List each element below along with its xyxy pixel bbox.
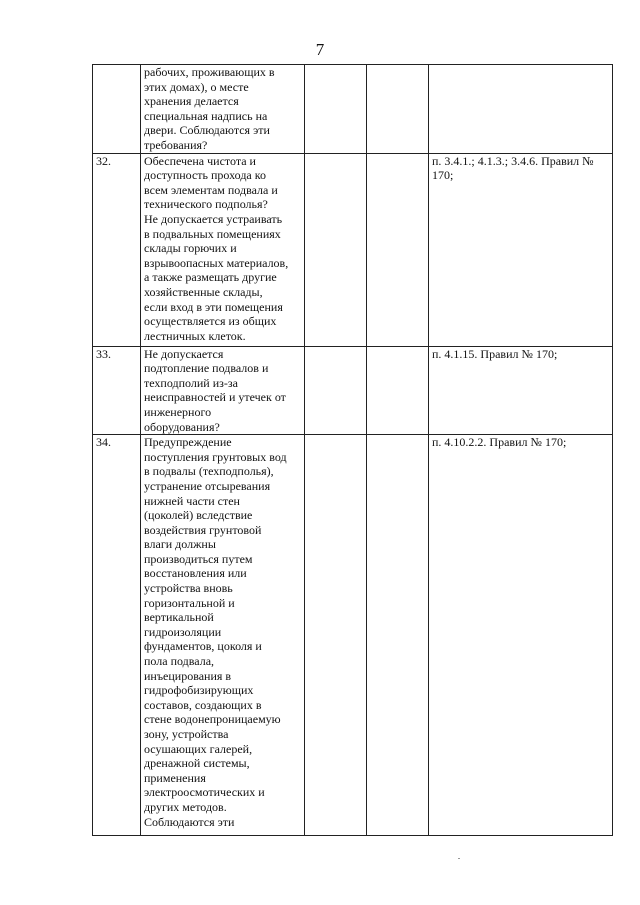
question-line: рабочих, проживающих в — [144, 65, 275, 79]
question-line: стене водонепроницаемую — [144, 712, 281, 727]
question-line: Не допускается устраивать — [144, 211, 283, 226]
question-line: электроосмотических и — [144, 785, 265, 800]
table-row — [93, 435, 613, 836]
question-line: Соблюдаются эти — [144, 814, 235, 829]
question-line: инъецирования в — [144, 668, 232, 683]
reference-cell: п. 4.1.15. Правил № 170; — [429, 346, 613, 435]
row-number — [93, 65, 141, 154]
checklist-table — [92, 64, 613, 836]
question-line: составов, создающих в — [144, 697, 262, 712]
question-line: технического подполья? — [144, 197, 268, 212]
answer-yes-cell[interactable] — [305, 435, 367, 836]
question-cell — [141, 65, 305, 154]
question-line: нижней части стен — [144, 493, 240, 508]
question-line: требования? — [144, 137, 208, 152]
answer-yes-cell[interactable] — [305, 153, 367, 346]
question-line: Не допускается — [144, 346, 224, 361]
question-line: неисправностей и утечек от — [144, 390, 286, 405]
answer-no-cell[interactable] — [367, 153, 429, 346]
question-line: дренажной системы, — [144, 756, 250, 771]
reference-cell — [429, 65, 613, 154]
question-line: осушающих галерей, — [144, 741, 253, 756]
question-line: склады горючих и — [144, 241, 237, 256]
question-line: других методов. — [144, 799, 227, 814]
question-line: гидрофобизирующих — [144, 683, 254, 698]
question-line: хозяйственные склады, — [144, 284, 263, 299]
question-line: поступления грунтовых вод — [144, 449, 287, 464]
question-line: гидроизоляции — [144, 624, 222, 639]
question-cell — [141, 346, 305, 435]
question-line: осуществляется из общих — [144, 314, 277, 329]
answer-yes-cell[interactable] — [305, 65, 367, 154]
row-number: 34. — [93, 435, 141, 836]
question-line: воздействия грунтовой — [144, 522, 262, 537]
question-line: Обеспечена чистота и — [144, 153, 256, 168]
question-line: фундаментов, цоколя и — [144, 639, 262, 654]
question-line: применения — [144, 770, 206, 785]
answer-no-cell[interactable] — [367, 346, 429, 435]
answer-no-cell[interactable] — [367, 435, 429, 836]
table-row — [93, 346, 613, 435]
question-line: в подвалы (техподполья), — [144, 464, 274, 479]
question-line: влаги должны — [144, 537, 216, 552]
question-cell — [141, 435, 305, 836]
question-line: (цоколей) вследствие — [144, 508, 253, 523]
row-number: 32. — [93, 153, 141, 346]
question-line: всем элементам подвала и — [144, 182, 278, 197]
question-line: оборудования? — [144, 419, 220, 434]
table-row — [93, 65, 613, 154]
question-line: подтопление подвалов и — [144, 361, 269, 376]
question-line: а также размещать другие — [144, 270, 277, 285]
question-line: восстановления или — [144, 566, 247, 581]
reference-cell: п. 4.10.2.2. Правил № 170; — [429, 435, 613, 836]
question-line: устранение отсыревания — [144, 478, 271, 493]
answer-yes-cell[interactable] — [305, 346, 367, 435]
question-line: в подвальных помещениях — [144, 226, 281, 241]
question-line: доступность прохода ко — [144, 168, 266, 183]
row-number: 33. — [93, 346, 141, 435]
question-line: производиться путем — [144, 551, 253, 566]
question-line: техподполий из-за — [144, 375, 238, 390]
question-line: инженерного — [144, 404, 212, 419]
table-row — [93, 153, 613, 346]
question-line: этих домах), о месте — [144, 79, 249, 94]
question-line: лестничных клеток. — [144, 328, 246, 343]
question-line: Предупреждение — [144, 435, 232, 450]
question-line: зону, устройства — [144, 727, 229, 741]
question-line: взрывоопасных материалов, — [144, 255, 289, 270]
question-line: двери. Соблюдаются эти — [144, 123, 270, 138]
reference-cell: п. 3.4.1.; 4.1.3.; 3.4.6. Правил № 170; — [429, 153, 613, 346]
question-line: вертикальной — [144, 610, 214, 625]
question-cell — [141, 153, 305, 346]
question-line: пола подвала, — [144, 654, 215, 669]
answer-no-cell[interactable] — [367, 65, 429, 154]
page-number: 7 — [315, 40, 325, 59]
question-line: горизонтальной и — [144, 595, 235, 610]
question-line: если вход в эти помещения — [144, 299, 283, 314]
scan-speck — [458, 858, 460, 859]
question-line: хранения делается — [144, 94, 239, 109]
question-line: устройства вновь — [144, 581, 233, 596]
question-line: специальная надпись на — [144, 108, 268, 123]
